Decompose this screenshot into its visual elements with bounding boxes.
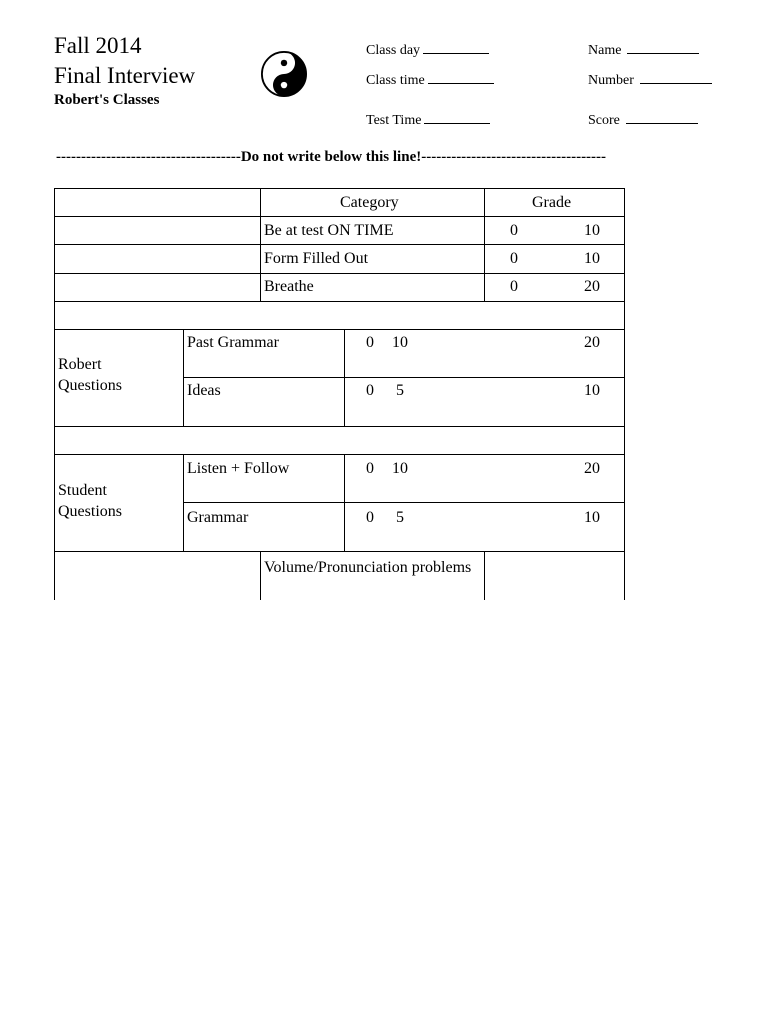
ideas-label: Ideas	[187, 382, 221, 399]
grade-min: 0	[366, 460, 374, 477]
robert-questions-label: Robert Questions	[58, 356, 122, 394]
grade-max: 20	[584, 334, 600, 351]
number-field[interactable]: Number	[588, 71, 712, 89]
listen-follow-label: Listen + Follow	[187, 460, 290, 477]
grade-max: 10	[584, 250, 600, 267]
class-day-field[interactable]: Class day	[366, 41, 489, 59]
yin-yang-icon	[261, 51, 307, 97]
volume-pronunciation-label: Volume/Pronunciation problems	[264, 559, 472, 576]
grade-mid: 5	[396, 509, 404, 526]
grade-mid: 10	[392, 460, 408, 477]
category-breathe: Breathe	[264, 278, 314, 295]
past-grammar-label: Past Grammar	[187, 334, 279, 351]
grade-mid: 10	[392, 334, 408, 351]
grade-header: Grade	[532, 194, 572, 211]
do-not-write-divider: -------------------------------------Do not write below this line!-------------------------------------	[56, 149, 607, 165]
grade-min: 0	[510, 278, 518, 295]
category-on-time: Be at test ON TIME	[264, 222, 394, 239]
name-field[interactable]: Name	[588, 41, 699, 59]
exam-title: Final Interview	[54, 63, 196, 88]
score-field[interactable]: Score	[588, 111, 698, 129]
class-time-field[interactable]: Class time	[366, 71, 494, 89]
grade-min: 0	[366, 382, 374, 399]
category-form-filled: Form Filled Out	[264, 250, 369, 267]
term-title: Fall 2014	[54, 33, 142, 58]
category-header: Category	[340, 194, 399, 211]
grade-max: 20	[584, 278, 600, 295]
grade-max: 20	[584, 460, 600, 477]
grade-min: 0	[510, 250, 518, 267]
grade-max: 10	[584, 382, 600, 399]
grade-min: 0	[366, 334, 374, 351]
grammar-label: Grammar	[187, 509, 249, 526]
test-time-field[interactable]: Test Time	[366, 111, 490, 129]
grade-max: 10	[584, 222, 600, 239]
student-questions-label: Student Questions	[58, 482, 122, 520]
grade-min: 0	[510, 222, 518, 239]
grade-min: 0	[366, 509, 374, 526]
grade-mid: 5	[396, 382, 404, 399]
grade-max: 10	[584, 509, 600, 526]
teacher-subtitle: Robert's Classes	[54, 92, 160, 108]
